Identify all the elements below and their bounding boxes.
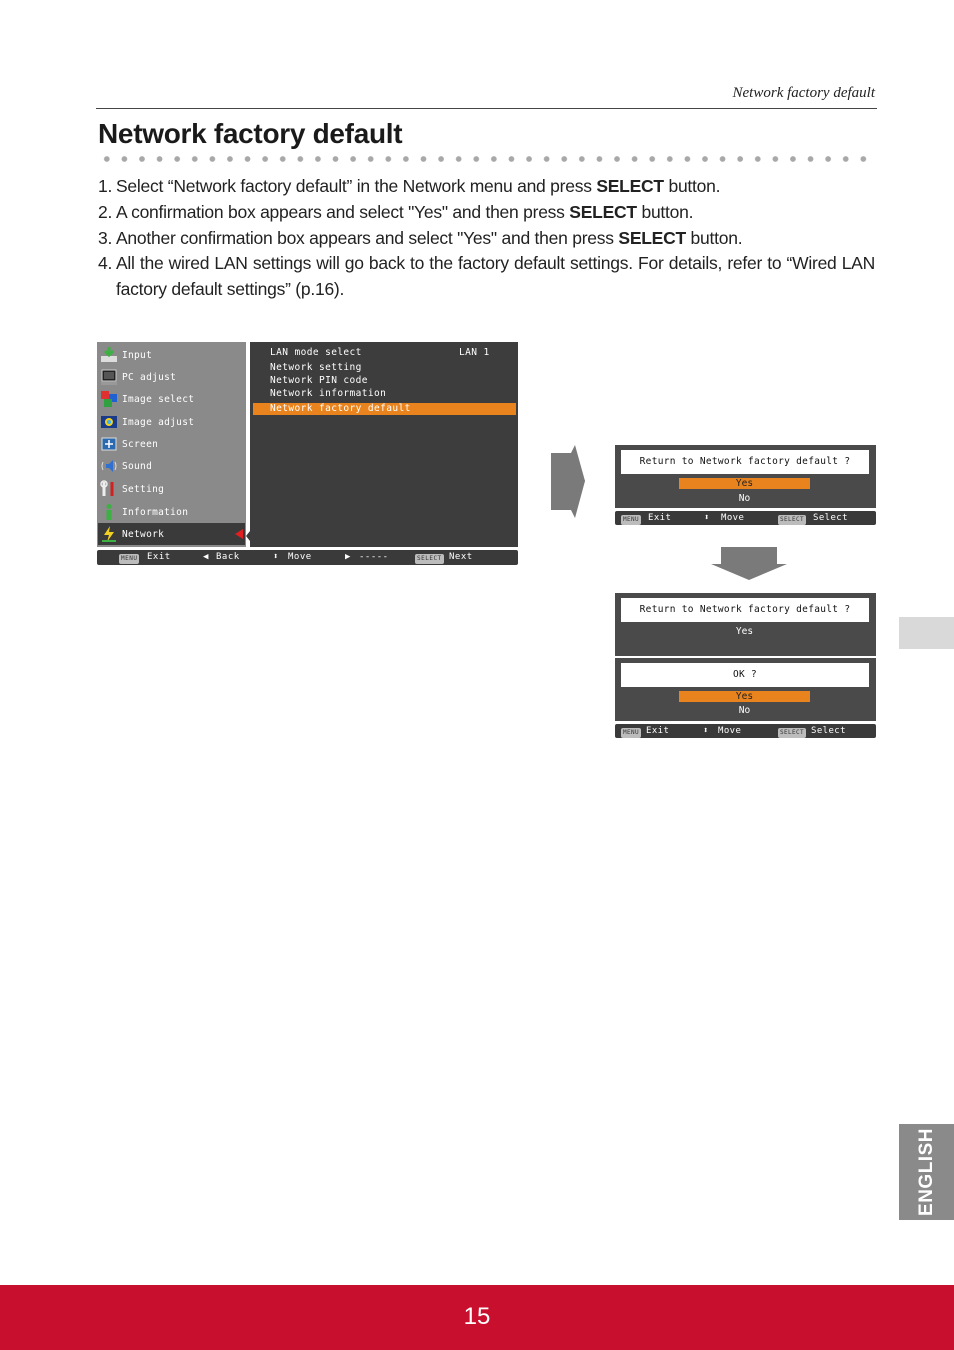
- osd-item-image-select[interactable]: Image select: [98, 388, 246, 410]
- menu-key-badge: MENU: [623, 729, 640, 736]
- setting-icon: [100, 480, 118, 498]
- osd-item-image-adjust[interactable]: Image adjust: [98, 411, 246, 433]
- dialog-help-bar-2: [615, 724, 876, 738]
- page-title: Network factory default: [98, 118, 403, 149]
- input-icon: [100, 346, 118, 364]
- pc-adjust-icon: [100, 368, 118, 386]
- osd-item-pc-adjust[interactable]: PC adjust: [98, 366, 246, 388]
- dialog-yes-option[interactable]: Yes: [679, 691, 810, 702]
- confirm-dialog-ok: [615, 658, 876, 721]
- help-move: Move: [721, 513, 745, 523]
- image-select-icon: [100, 390, 118, 408]
- help-select: Select: [813, 513, 848, 523]
- step-2: 2. A confirmation box appears and select "Yes" and then press SELECT button.: [98, 201, 694, 222]
- confirm-dialog-2: [615, 593, 876, 656]
- triangle-right-icon: ▶: [345, 552, 351, 562]
- step-4: 4. All the wired LAN settings will go back to the factory default settings. For details, refer to “Wired LAN factory default settings” (p.16).: [98, 253, 875, 300]
- osd-item-network[interactable]: Network: [98, 523, 245, 545]
- arrow-down-icon: [711, 547, 787, 580]
- menu-key-badge: MENU: [623, 516, 640, 523]
- up-down-arrows-icon: ⬍: [273, 552, 279, 562]
- select-key-badge: SELECT: [780, 516, 805, 523]
- submenu-network-setting[interactable]: Network setting: [270, 362, 362, 373]
- dotted-divider: [98, 155, 878, 163]
- help-next: Next: [449, 552, 473, 562]
- dialog-no-option[interactable]: No: [738, 705, 751, 716]
- help-select: Select: [811, 726, 846, 736]
- help-dashes: -----: [359, 552, 389, 562]
- header-rule: [96, 108, 877, 109]
- menu-key-badge: MENU: [121, 555, 138, 562]
- submenu-network-information[interactable]: Network information: [270, 388, 387, 399]
- dialog-no-option[interactable]: No: [738, 493, 751, 504]
- triangle-left-icon: ◀: [203, 552, 209, 562]
- help-back: Back: [216, 552, 240, 562]
- select-key-badge: SELECT: [780, 729, 805, 736]
- select-key-badge: SELECT: [417, 555, 442, 562]
- up-down-arrows-icon: ⬍: [703, 726, 709, 736]
- selection-pointer-icon: [235, 529, 243, 539]
- help-exit: Exit: [147, 552, 171, 562]
- information-icon: [100, 503, 118, 521]
- osd-item-information[interactable]: Information: [98, 501, 246, 523]
- language-tab: ENGLISH: [899, 1124, 954, 1220]
- help-move: Move: [288, 552, 312, 562]
- osd-help-bar: [97, 550, 518, 565]
- dialog-message: Return to Network factory default ?: [621, 450, 869, 474]
- up-down-arrows-icon: ⬍: [704, 513, 710, 523]
- step-3: 3. Another confirmation box appears and select "Yes" and then press SELECT button.: [98, 227, 743, 248]
- submenu-network-factory-default[interactable]: Network factory default: [253, 403, 516, 415]
- sound-icon: [100, 457, 118, 475]
- submenu-network-pin-code[interactable]: Network PIN code: [270, 375, 368, 386]
- network-icon: [100, 525, 118, 543]
- help-move: Move: [718, 726, 742, 736]
- page-footer: [0, 1285, 954, 1350]
- osd-sidebar: [97, 342, 246, 547]
- image-adjust-icon: [100, 413, 118, 431]
- help-exit: Exit: [646, 726, 670, 736]
- osd-item-sound[interactable]: Sound: [98, 455, 246, 477]
- section-side-tab: [899, 617, 954, 649]
- step-1: 1. Select “Network factory default” in the Network menu and press SELECT button.: [98, 176, 721, 196]
- osd-item-input[interactable]: Input: [98, 344, 246, 366]
- running-header: Network factory default: [732, 85, 875, 101]
- help-exit: Exit: [648, 513, 672, 523]
- page-number: 15: [463, 1303, 491, 1330]
- dialog-help-bar-1: [615, 511, 876, 525]
- osd-item-setting[interactable]: Setting: [98, 478, 246, 500]
- dialog-message: OK ?: [621, 663, 869, 687]
- dialog-yes-option[interactable]: Yes: [679, 478, 810, 489]
- screen-icon: [100, 435, 118, 453]
- dialog-message: Return to Network factory default ?: [621, 598, 869, 622]
- submenu-lan-mode-select[interactable]: LAN mode select LAN 1: [270, 347, 490, 358]
- dialog-yes-option[interactable]: Yes: [735, 626, 754, 637]
- osd-network-menu: [97, 342, 519, 566]
- osd-submenu: [250, 342, 518, 547]
- instruction-steps: [98, 174, 875, 303]
- arrow-right-icon: [551, 445, 585, 518]
- osd-item-screen[interactable]: Screen: [98, 433, 246, 455]
- confirm-dialog-1: [615, 445, 876, 508]
